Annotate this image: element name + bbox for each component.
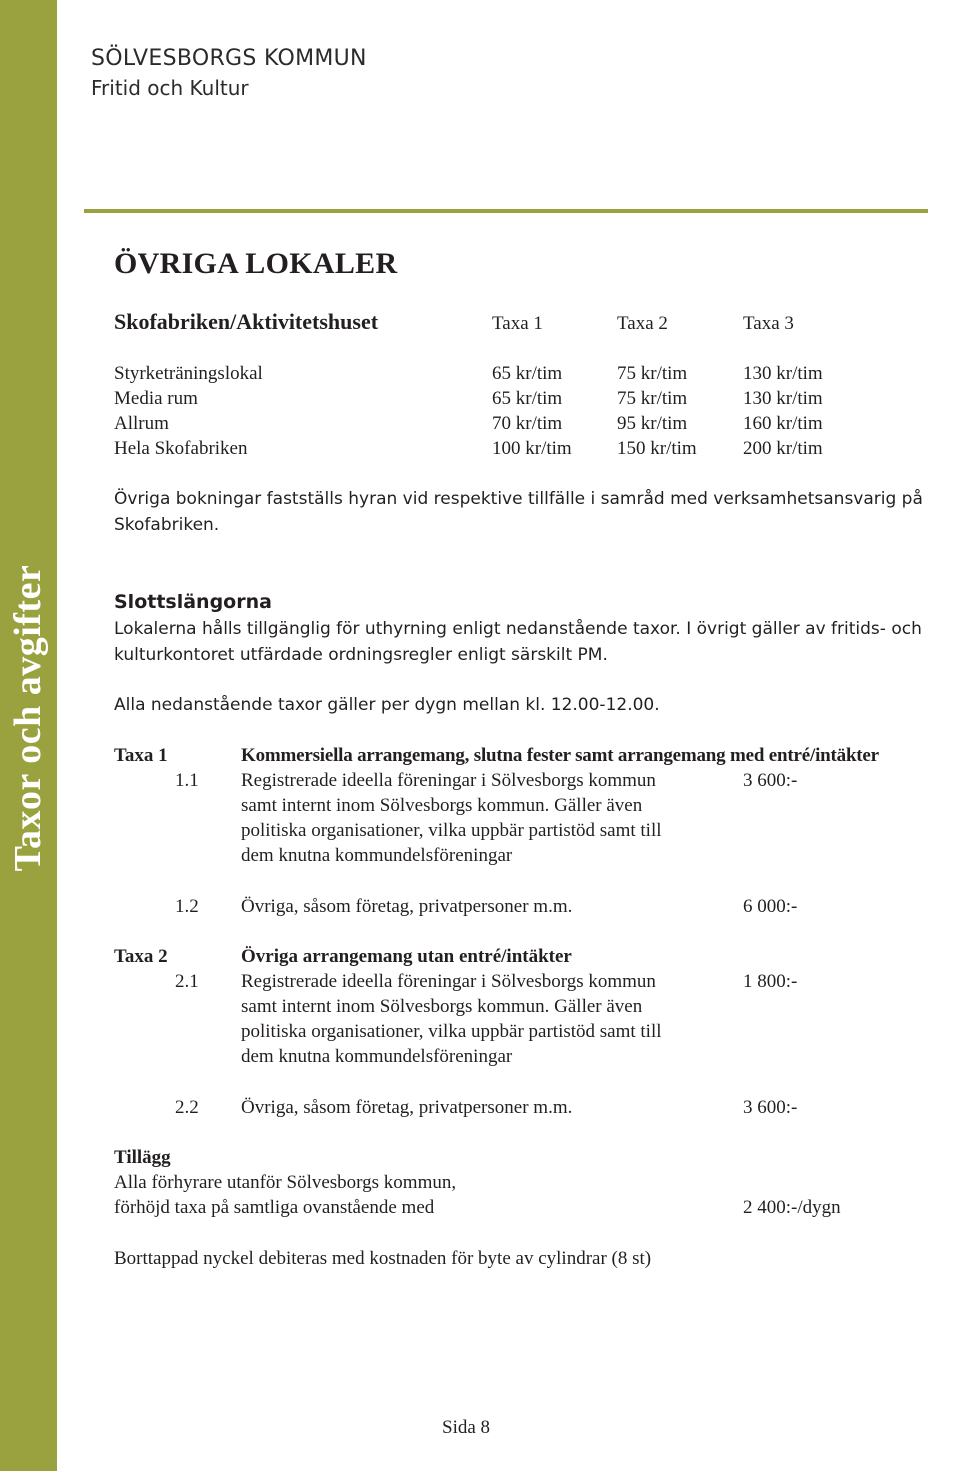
department-name: Fritid och Kultur: [91, 76, 249, 100]
item-price: 3 600:-: [743, 1097, 798, 1118]
tillagg-heading: Tillägg: [114, 1147, 171, 1168]
taxa1-heading: Kommersiella arrangemang, slutna fester samt arrangemang med entré/intäkter: [241, 745, 879, 766]
row-name: Styrketräningslokal: [114, 363, 263, 384]
tillagg-price: 2 400:-/dygn: [743, 1197, 841, 1218]
row-taxa3: 160 kr/tim: [743, 413, 823, 434]
item-text-line: dem knutna kommundelsföreningar: [241, 1046, 513, 1067]
column-header-taxa1: Taxa 1: [492, 313, 543, 334]
column-header-taxa3: Taxa 3: [743, 313, 794, 334]
item-number: 1.1: [175, 770, 199, 791]
item-price: 3 600:-: [743, 770, 798, 791]
tillagg-line1: Alla förhyrare utanför Sölvesborgs kommun,: [114, 1172, 457, 1193]
row-taxa3: 130 kr/tim: [743, 388, 823, 409]
row-taxa3: 130 kr/tim: [743, 363, 823, 384]
item-text-line: politiska organisationer, vilka uppbär partistöd samt till: [241, 1021, 662, 1042]
item-number: 2.1: [175, 971, 199, 992]
taxa2-heading: Övriga arrangemang utan entré/intäkter: [241, 946, 572, 967]
row-taxa2: 75 kr/tim: [617, 363, 688, 384]
item-text-line: Registrerade ideella föreningar i Sölvesborgs kommun: [241, 971, 656, 992]
page-title: ÖVRIGA LOKALER: [114, 247, 398, 280]
taxa1-label: Taxa 1: [114, 745, 168, 766]
skofabriken-heading: Skofabriken/Aktivitetshuset: [114, 309, 379, 334]
item-text-line: Registrerade ideella föreningar i Sölvesborgs kommun: [241, 770, 656, 791]
row-taxa1: 65 kr/tim: [492, 363, 563, 384]
validity-note: Alla nedanstående taxor gäller per dygn mellan kl. 12.00-12.00.: [114, 695, 660, 715]
row-taxa2: 75 kr/tim: [617, 388, 688, 409]
item-price: 6 000:-: [743, 896, 798, 917]
row-name: Hela Skofabriken: [114, 438, 248, 459]
sidebar-label: Taxor och avgifter: [7, 564, 49, 872]
item-number: 1.2: [175, 896, 199, 917]
item-text-line: dem knutna kommundelsföreningar: [241, 845, 513, 866]
header-divider: [84, 209, 928, 213]
item-text-line: samt internt inom Sölvesborgs kommun. Gäller även: [241, 996, 643, 1017]
item-text-line: samt internt inom Sölvesborgs kommun. Gäller även: [241, 795, 643, 816]
row-name: Media rum: [114, 388, 198, 409]
item-text-line: politiska organisationer, vilka uppbär partistöd samt till: [241, 820, 662, 841]
slottslangorna-intro-line2: kulturkontoret utfärdade ordningsregler enligt särskilt PM.: [114, 645, 608, 665]
row-taxa1: 100 kr/tim: [492, 438, 572, 459]
taxa2-label: Taxa 2: [114, 946, 168, 967]
item-text-line: Övriga, såsom företag, privatpersoner m.m.: [241, 1097, 573, 1118]
skofabriken-note-line1: Övriga bokningar fastställs hyran vid respektive tillfälle i samråd med verksamhetsansvarig på: [114, 489, 923, 509]
key-replacement-note: Borttappad nyckel debiteras med kostnaden för byte av cylindrar (8 st): [114, 1248, 652, 1269]
tillagg-line2: förhöjd taxa på samtliga ovanstående med: [114, 1197, 435, 1218]
item-price: 1 800:-: [743, 971, 798, 992]
row-name: Allrum: [114, 413, 169, 434]
item-number: 2.2: [175, 1097, 199, 1118]
sidebar-band: [0, 0, 57, 1471]
row-taxa3: 200 kr/tim: [743, 438, 823, 459]
page-number: Sida 8: [442, 1417, 491, 1438]
slottslangorna-heading: Slottslängorna: [114, 591, 272, 613]
item-text-line: Övriga, såsom företag, privatpersoner m.m.: [241, 896, 573, 917]
row-taxa1: 65 kr/tim: [492, 388, 563, 409]
skofabriken-note-line2: Skofabriken.: [114, 515, 220, 535]
row-taxa2: 95 kr/tim: [617, 413, 688, 434]
organization-name: SÖLVESBORGS KOMMUN: [91, 46, 367, 71]
column-header-taxa2: Taxa 2: [617, 313, 668, 334]
slottslangorna-intro-line1: Lokalerna hålls tillgänglig för uthyrning enligt nedanstående taxor. I övrigt gäller av fritids- och: [114, 619, 922, 639]
row-taxa2: 150 kr/tim: [617, 438, 697, 459]
row-taxa1: 70 kr/tim: [492, 413, 563, 434]
